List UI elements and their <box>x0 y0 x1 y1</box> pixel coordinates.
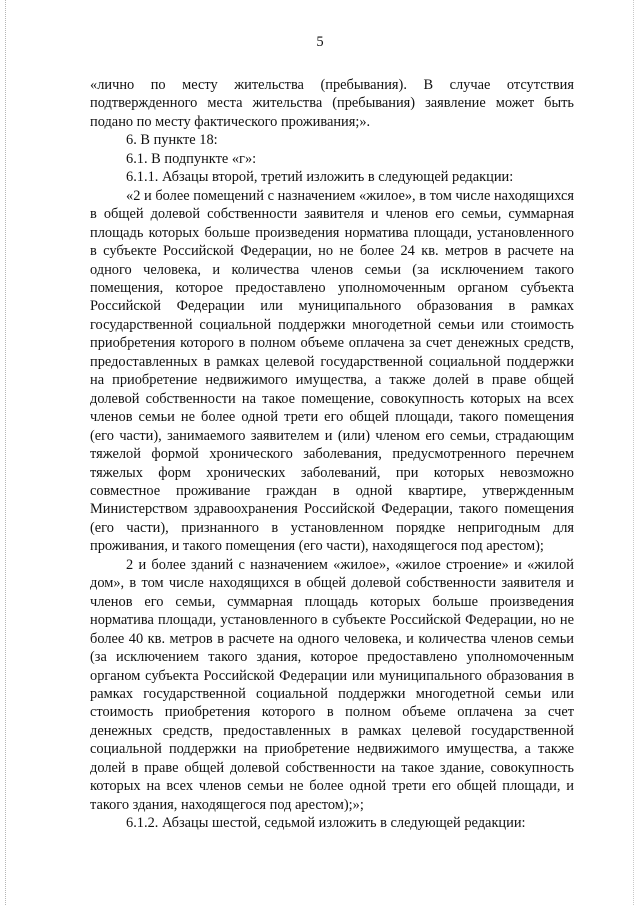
page-number: 5 <box>316 34 324 50</box>
paragraph-premises: «2 и более помещений с назначением «жилое», в том числе находящихся в общей долевой собственности заявителя и членов его семьи, суммарная площадь которых больше произведения норматива площади, установленного в субъекте Российской Федерации, но не более 24 кв. метров в расчете на одного человека, и количества членов семьи (за исключением такого помещения, которое предоставлено уполномоченным органом субъекта Российской Федерации или муниципального образования в рамках государственной социальной поддержки многодетной семьи или стоимость приобретения которого в полном объеме оплачена за счет денежных средств, предоставленных в рамках целевой государственной социальной поддержки на приобретение недвижимого имущества, а также долей в праве общей долевой собственности на такое помещение, совокупность которых на всех членов семьи не более одной трети его общей площади, такого помещения (его части), занимаемого заявителем и (или) членом его семьи, страдающим тяжелой формой хронического заболевания, предусмотренного перечнем тяжелых форм хронических заболеваний, при которых невозможно совместное проживание граждан в одной квартире, утвержденным Министерством здравоохранения Российской Федерации, такого помещения (его части), признанного в установленном порядке непригодным для проживания, и такого помещения (его части), находящегося под арестом); <box>90 187 574 555</box>
scan-edge-right <box>633 0 634 905</box>
document-body <box>90 76 574 833</box>
paragraph-residence-clause: «лично по месту жительства (пребывания). В случае отсутствия подтвержденного места жительства (пребывания) заявление может быть подано по месту фактического проживания;». <box>90 77 574 130</box>
paragraph-buildings: 2 и более зданий с назначением «жилое», «жилое строение» и «жилой дом», в том числе находящихся в общей долевой собственности заявителя и членов его семьи, суммарная площадь которых больше произведения норматива площади, установленного в субъекте Российской Федерации, но не более 40 кв. метров в расчете на одного человека, и количества членов семьи (за исключением такого здания, которое предоставлено уполномоченным органом субъекта Российской Федерации или муниципального образования в рамках государственной социальной поддержки многодетной семьи или стоимость приобретения которого в полном объеме оплачена за счет денежных средств, предоставленных в рамках целевой государственной социальной поддержки на приобретение недвижимого имущества, а также долей в праве общей долевой собственности на такое здание, совокупность которых на всех членов семьи не более одной трети его общей площади, и такого здания, находящегося под арестом);»; <box>90 556 574 813</box>
item-6-1-1: 6.1.1. Абзацы второй, третий изложить в следующей редакции: <box>126 169 514 186</box>
item-6-1-2: 6.1.2. Абзацы шестой, седьмой изложить в следующей редакции: <box>126 815 526 832</box>
item-6: 6. В пункте 18: <box>126 132 218 149</box>
item-6-1: 6.1. В подпункте «г»: <box>126 150 257 167</box>
scan-edge-left <box>5 0 6 905</box>
